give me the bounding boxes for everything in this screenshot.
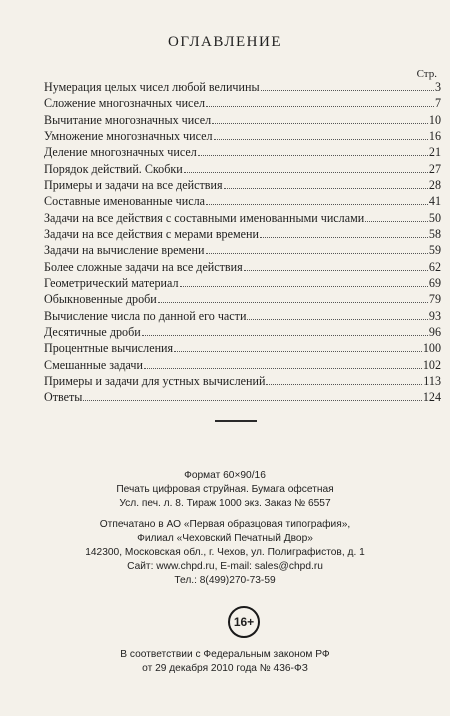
toc-entry-title: Геометрический материал: [44, 275, 179, 290]
toc-entry: [44, 226, 441, 242]
imprint-format: Формат 60×90/16: [184, 470, 266, 481]
toc-entry-title: Задачи на все действия с мерами времени: [44, 226, 259, 241]
toc-dot-leader: [184, 163, 428, 173]
toc-dot-leader: [244, 261, 428, 271]
toc-entry-title: Умножение многозначных чисел: [44, 128, 213, 143]
toc-dot-leader: [206, 195, 428, 205]
toc-entry-page: 10: [428, 112, 441, 127]
toc-dot-leader: [247, 310, 427, 320]
toc-entry: [44, 242, 441, 258]
toc-entry-title: Обыкновенные дроби: [44, 292, 157, 307]
toc-dot-leader: [224, 179, 428, 189]
toc-entry-page: 69: [428, 275, 441, 290]
toc-dot-leader: [212, 114, 428, 124]
toc-entry-title: Процентные вычисления: [44, 341, 174, 356]
toc-entry-page: 100: [422, 341, 441, 356]
toc-entry-page: 3: [434, 80, 441, 94]
imprint-branch: Филиал «Чеховский Печатный Двор»: [137, 533, 313, 544]
toc-dot-leader: [198, 146, 428, 156]
toc-entry: [44, 291, 441, 307]
toc-entry-title: Задачи на вычисление времени: [44, 243, 205, 258]
page-title: ОГЛАВЛЕНИЕ: [168, 34, 282, 50]
toc-entry: [44, 210, 441, 226]
toc-entry-title: Более сложные задачи на все действия: [44, 259, 243, 274]
toc-entry: [44, 177, 441, 193]
imprint-phone: Тел.: 8(499)270-73-59: [174, 575, 276, 586]
table-of-contents: [44, 79, 441, 406]
imprint-address: 142300, Московская обл., г. Чехов, ул. Полиграфистов, д. 1: [85, 547, 365, 558]
toc-entry: [44, 373, 441, 389]
toc-entry-page: 59: [428, 243, 441, 258]
toc-entry-title: Десятичные дроби: [44, 324, 141, 339]
toc-dot-leader: [206, 244, 428, 254]
toc-dot-leader: [365, 212, 428, 222]
toc-entry: [44, 259, 441, 275]
imprint-site: Сайт: www.chpd.ru, E-mail: sales@chpd.ru: [127, 561, 323, 572]
toc-entry-page: 41: [428, 194, 441, 209]
imprint-printer-block: [0, 518, 450, 588]
toc-entry-page: 7: [434, 96, 441, 111]
toc-entry-page: 62: [428, 259, 441, 274]
imprint-law-block: [0, 648, 450, 676]
toc-entry-title: Примеры и задачи на все действия: [44, 177, 223, 192]
toc-entry-page: 28: [428, 177, 441, 192]
toc-entry-page: 124: [422, 390, 441, 405]
toc-entry-page: 16: [428, 128, 441, 143]
toc-entry-page: 79: [428, 292, 441, 307]
toc-entry: [44, 161, 441, 177]
toc-entry: [44, 308, 441, 324]
toc-entry-page: 58: [428, 226, 441, 241]
toc-entry-title: Смешанные задачи: [44, 357, 143, 372]
toc-entry-page: 96: [428, 324, 441, 339]
toc-entry-page: 93: [428, 308, 441, 323]
toc-dot-leader: [214, 130, 428, 140]
toc-dot-leader: [180, 277, 428, 287]
toc-entry-title: Составные именованные числа: [44, 194, 205, 209]
toc-entry-page: 50: [428, 210, 441, 225]
toc-entry-title: Нумерация целых чисел любой величины: [44, 80, 260, 94]
toc-dot-leader: [260, 228, 428, 238]
toc-dot-leader: [174, 342, 422, 352]
toc-entry-title: Порядок действий. Скобки: [44, 161, 183, 176]
imprint-printed-by: Отпечатано в АО «Первая образцовая типография»,: [99, 519, 351, 530]
toc-entry: [44, 275, 441, 291]
toc-dot-leader: [206, 97, 434, 107]
imprint-format-block: [0, 469, 450, 511]
toc-entry-title: Вычисление числа по данной его части: [44, 308, 247, 323]
toc-entry: [44, 112, 441, 128]
toc-dot-leader: [144, 359, 422, 369]
toc-entry-page: 113: [423, 373, 441, 388]
toc-entry-title: Вычитание многозначных чисел: [44, 112, 212, 127]
imprint-law-line1: В соответствии с Федеральным законом РФ: [120, 649, 330, 660]
imprint-law-line2: от 29 декабря 2010 года № 436-ФЗ: [142, 663, 308, 674]
toc-entry: [44, 357, 441, 373]
toc-entry-page: 102: [422, 357, 441, 372]
toc-entry: [44, 193, 441, 209]
toc-entry-title: Примеры и задачи для устных вычислений: [44, 373, 266, 388]
toc-entry: [44, 79, 441, 95]
page-column-label: Стр.: [416, 68, 437, 80]
toc-entry: [44, 95, 441, 111]
toc-entry-title: Задачи на все действия с составными именованными числами: [44, 210, 365, 225]
toc-entry: [44, 144, 441, 160]
toc-entry-title: Деление многозначных чисел: [44, 145, 197, 160]
toc-dot-leader: [266, 375, 422, 385]
toc-entry: [44, 324, 441, 340]
toc-dot-leader: [261, 81, 434, 91]
toc-entry: [44, 128, 441, 144]
toc-entry-page: 21: [428, 145, 441, 160]
toc-entry-title: Ответы: [44, 390, 83, 405]
toc-entry-page: 27: [428, 161, 441, 176]
toc-dot-leader: [83, 391, 421, 401]
separator-rule: [215, 420, 257, 422]
imprint-print: Печать цифровая струйная. Бумага офсетная: [116, 484, 334, 495]
toc-dot-leader: [142, 326, 428, 336]
toc-entry: [44, 340, 441, 356]
imprint-volume: Усл. печ. л. 8. Тираж 1000 экз. Заказ № 6557: [119, 498, 331, 509]
toc-entry: [44, 389, 441, 405]
toc-dot-leader: [158, 293, 428, 303]
age-rating-badge: 16+: [228, 606, 260, 638]
toc-entry-title: Сложение многозначных чисел: [44, 96, 205, 111]
